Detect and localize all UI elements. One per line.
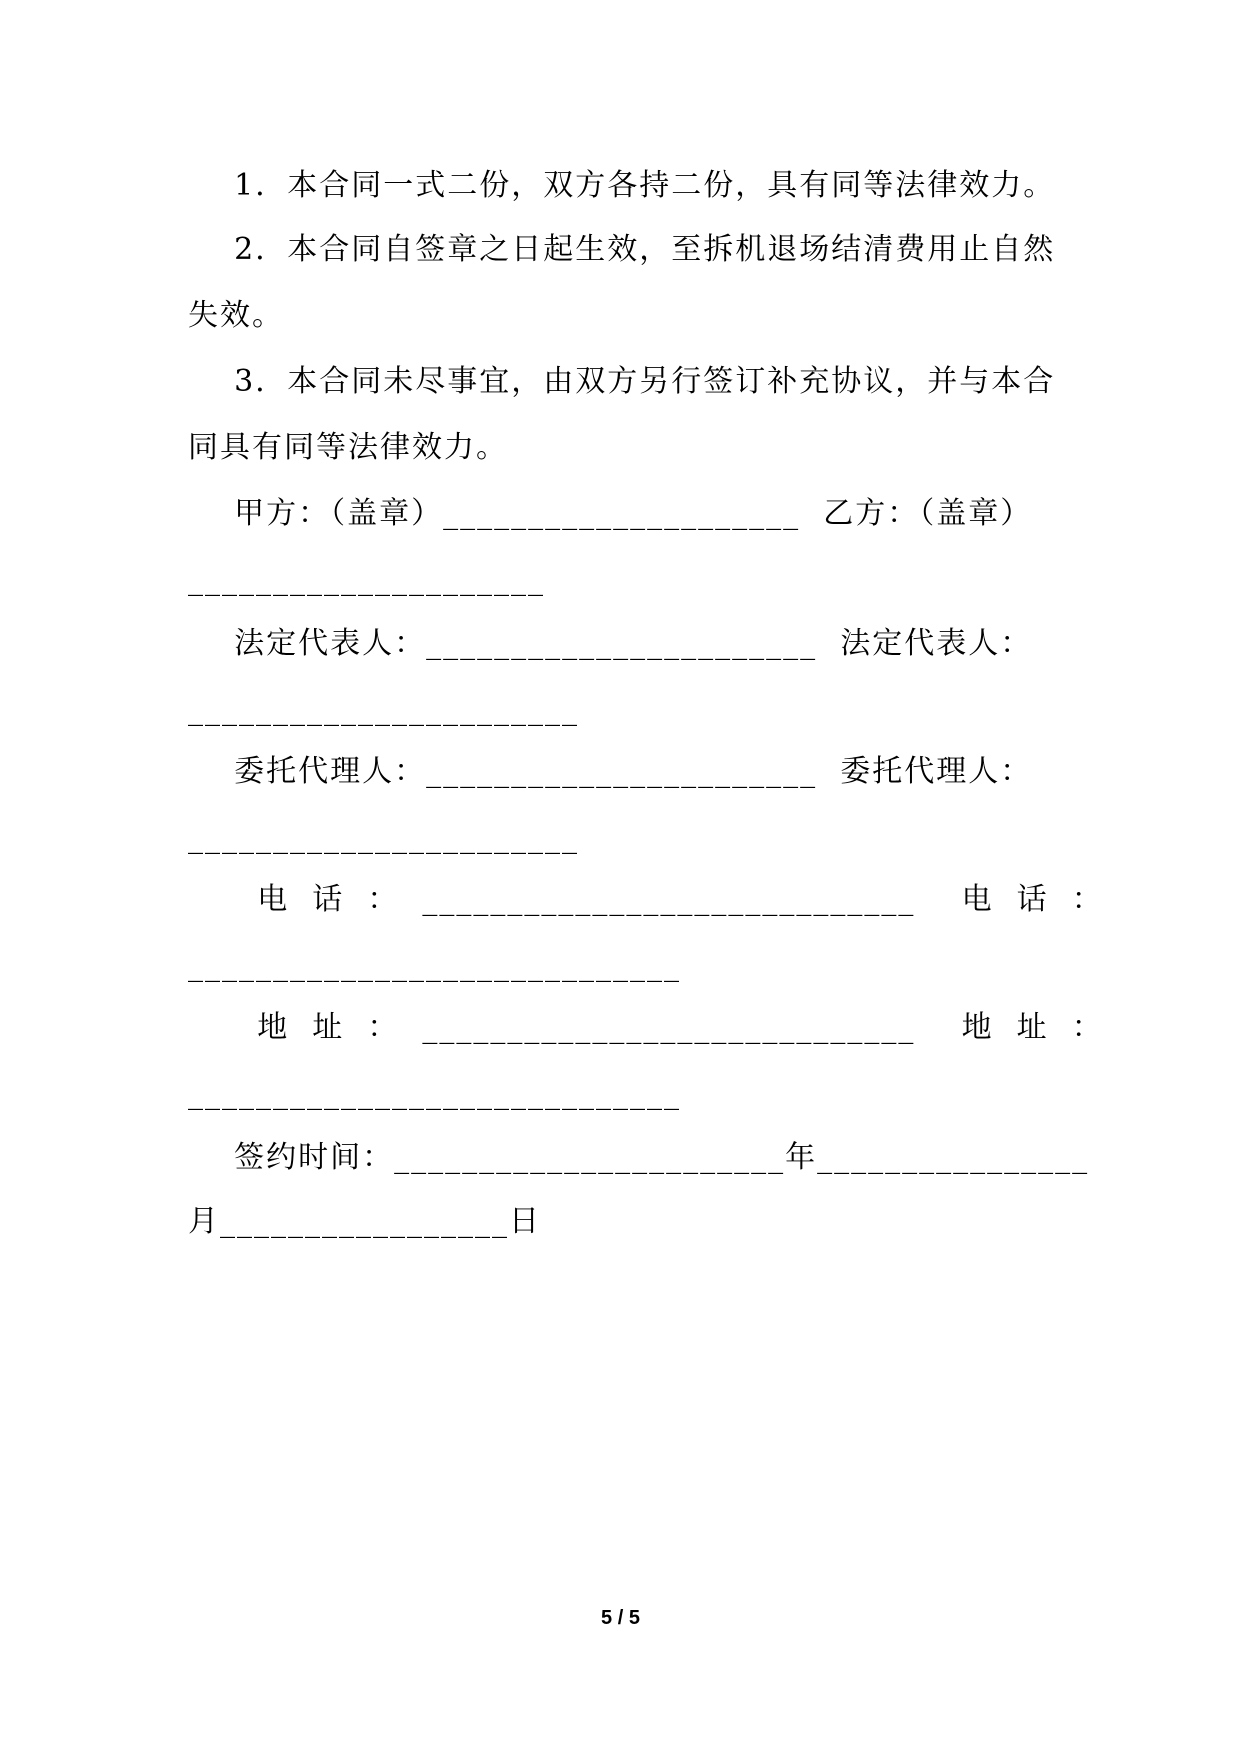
party-a-seal-line: 甲方：（盖章）_____________________ 乙方：（盖章） <box>188 496 1033 531</box>
authorized-agent-blank: _______________________ <box>188 820 579 855</box>
address-line: 地 址 ： _____________________________ 地 址 ： <box>188 1010 1104 1045</box>
signing-date-continued: 月_________________日 <box>188 1204 541 1239</box>
clause-1: 1．本合同一式二份，双方各持二份，具有同等法律效力。 <box>188 168 1056 203</box>
clause-2: 2．本合同自签章之日起生效，至拆机退场结清费用止自然 <box>188 232 1056 267</box>
phone-line: 电 话 ： _____________________________ 电 话 ： <box>188 882 1104 917</box>
phone-blank: _____________________________ <box>188 948 681 983</box>
legal-representative-line: 法定代表人：_______________________ 法定代表人： <box>188 626 1033 661</box>
authorized-agent-line: 委托代理人：_______________________ 委托代理人： <box>188 754 1033 789</box>
page-number: 5 / 5 <box>601 1607 640 1629</box>
legal-representative-blank: _______________________ <box>188 692 579 727</box>
clause-3-continued: 同具有同等法律效力。 <box>188 430 508 465</box>
clause-3: 3．本合同未尽事宜，由双方另行签订补充协议，并与本合 <box>188 364 1056 399</box>
signing-date-line: 签约时间：_______________________年________________ <box>188 1140 1090 1175</box>
address-blank: _____________________________ <box>188 1076 681 1111</box>
clause-2-continued: 失效。 <box>188 298 284 333</box>
party-b-seal-blank: _____________________ <box>188 562 545 597</box>
